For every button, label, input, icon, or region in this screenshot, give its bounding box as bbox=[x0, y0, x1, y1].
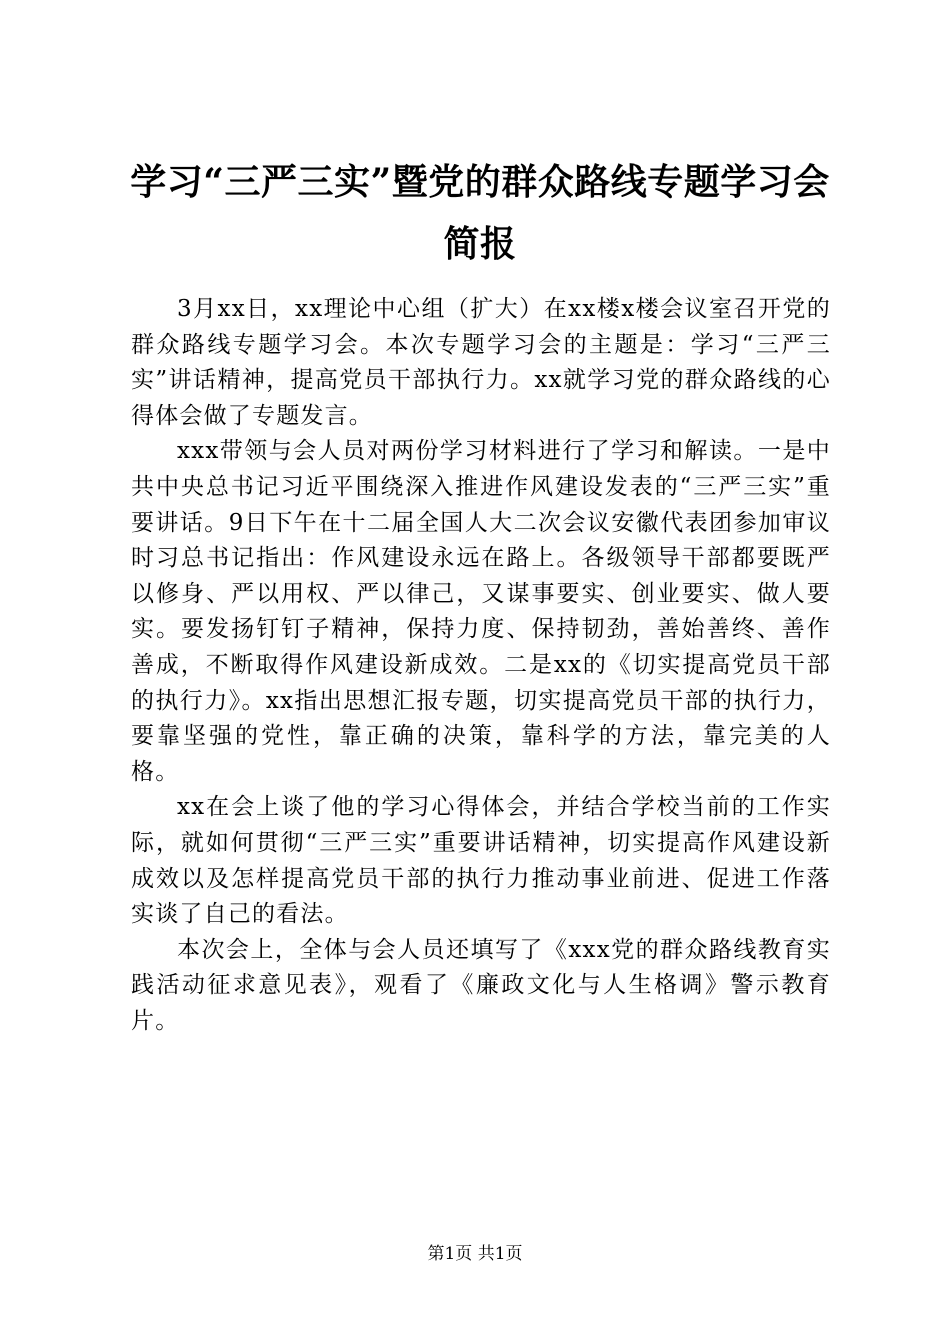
document-title-line-2: 简报 bbox=[443, 223, 517, 265]
body-paragraph: 本次会上，全体与会人员还填写了《xxx党的群众路线教育实践活动征求意见表》，观看了《廉政文化与人生格调》警示教育片。 bbox=[131, 936, 831, 1034]
body-paragraph: xx在会上谈了他的学习心得体会，并结合学校当前的工作实际，就如何贯彻“三严三实”重要讲话精神，切实提高作风建设新成效以及怎样提高党员干部的执行力推动事业前进、促进工作落实谈了自己的看法。 bbox=[131, 794, 831, 928]
page-number-footer: 第1页 共1页 bbox=[427, 1244, 523, 1264]
document-title-line-1: 学习“三严三实”暨党的群众路线专题学习会 bbox=[130, 161, 830, 203]
body-paragraph: 3月xx日，xx理论中心组（扩大）在xx楼x楼会议室召开党的群众路线专题学习会。本次专题学习会的主题是：学习“三严三实”讲话精神，提高党员干部执行力。xx就学习党的群众路线的心得体会做了专题发言。 bbox=[131, 296, 831, 429]
document-body bbox=[131, 292, 831, 1039]
body-paragraph: xxx带领与会人员对两份学习材料进行了学习和解读。一是中共中央总书记习近平围绕深入推进作风建设发表的“三严三实”重要讲话。9日下午在十二届全国人大二次会议安徽代表团参加审议时习总书记指出：作风建设永远在路上。各级领导干部都要既严以修身、严以用权、严以律己，又谋事要实、创业要实、做人要实。要发扬钉钉子精神，保持力度、保持韧劲，善始善终、善作善成，不断取得作风建设新成效。二是xx的《切实提高党员干部的执行力》。xx指出思想汇报专题，切实提高党员干部的执行力，要靠坚强的党性，靠正确的决策，靠科学的方法，靠完美的人格。 bbox=[131, 438, 831, 785]
